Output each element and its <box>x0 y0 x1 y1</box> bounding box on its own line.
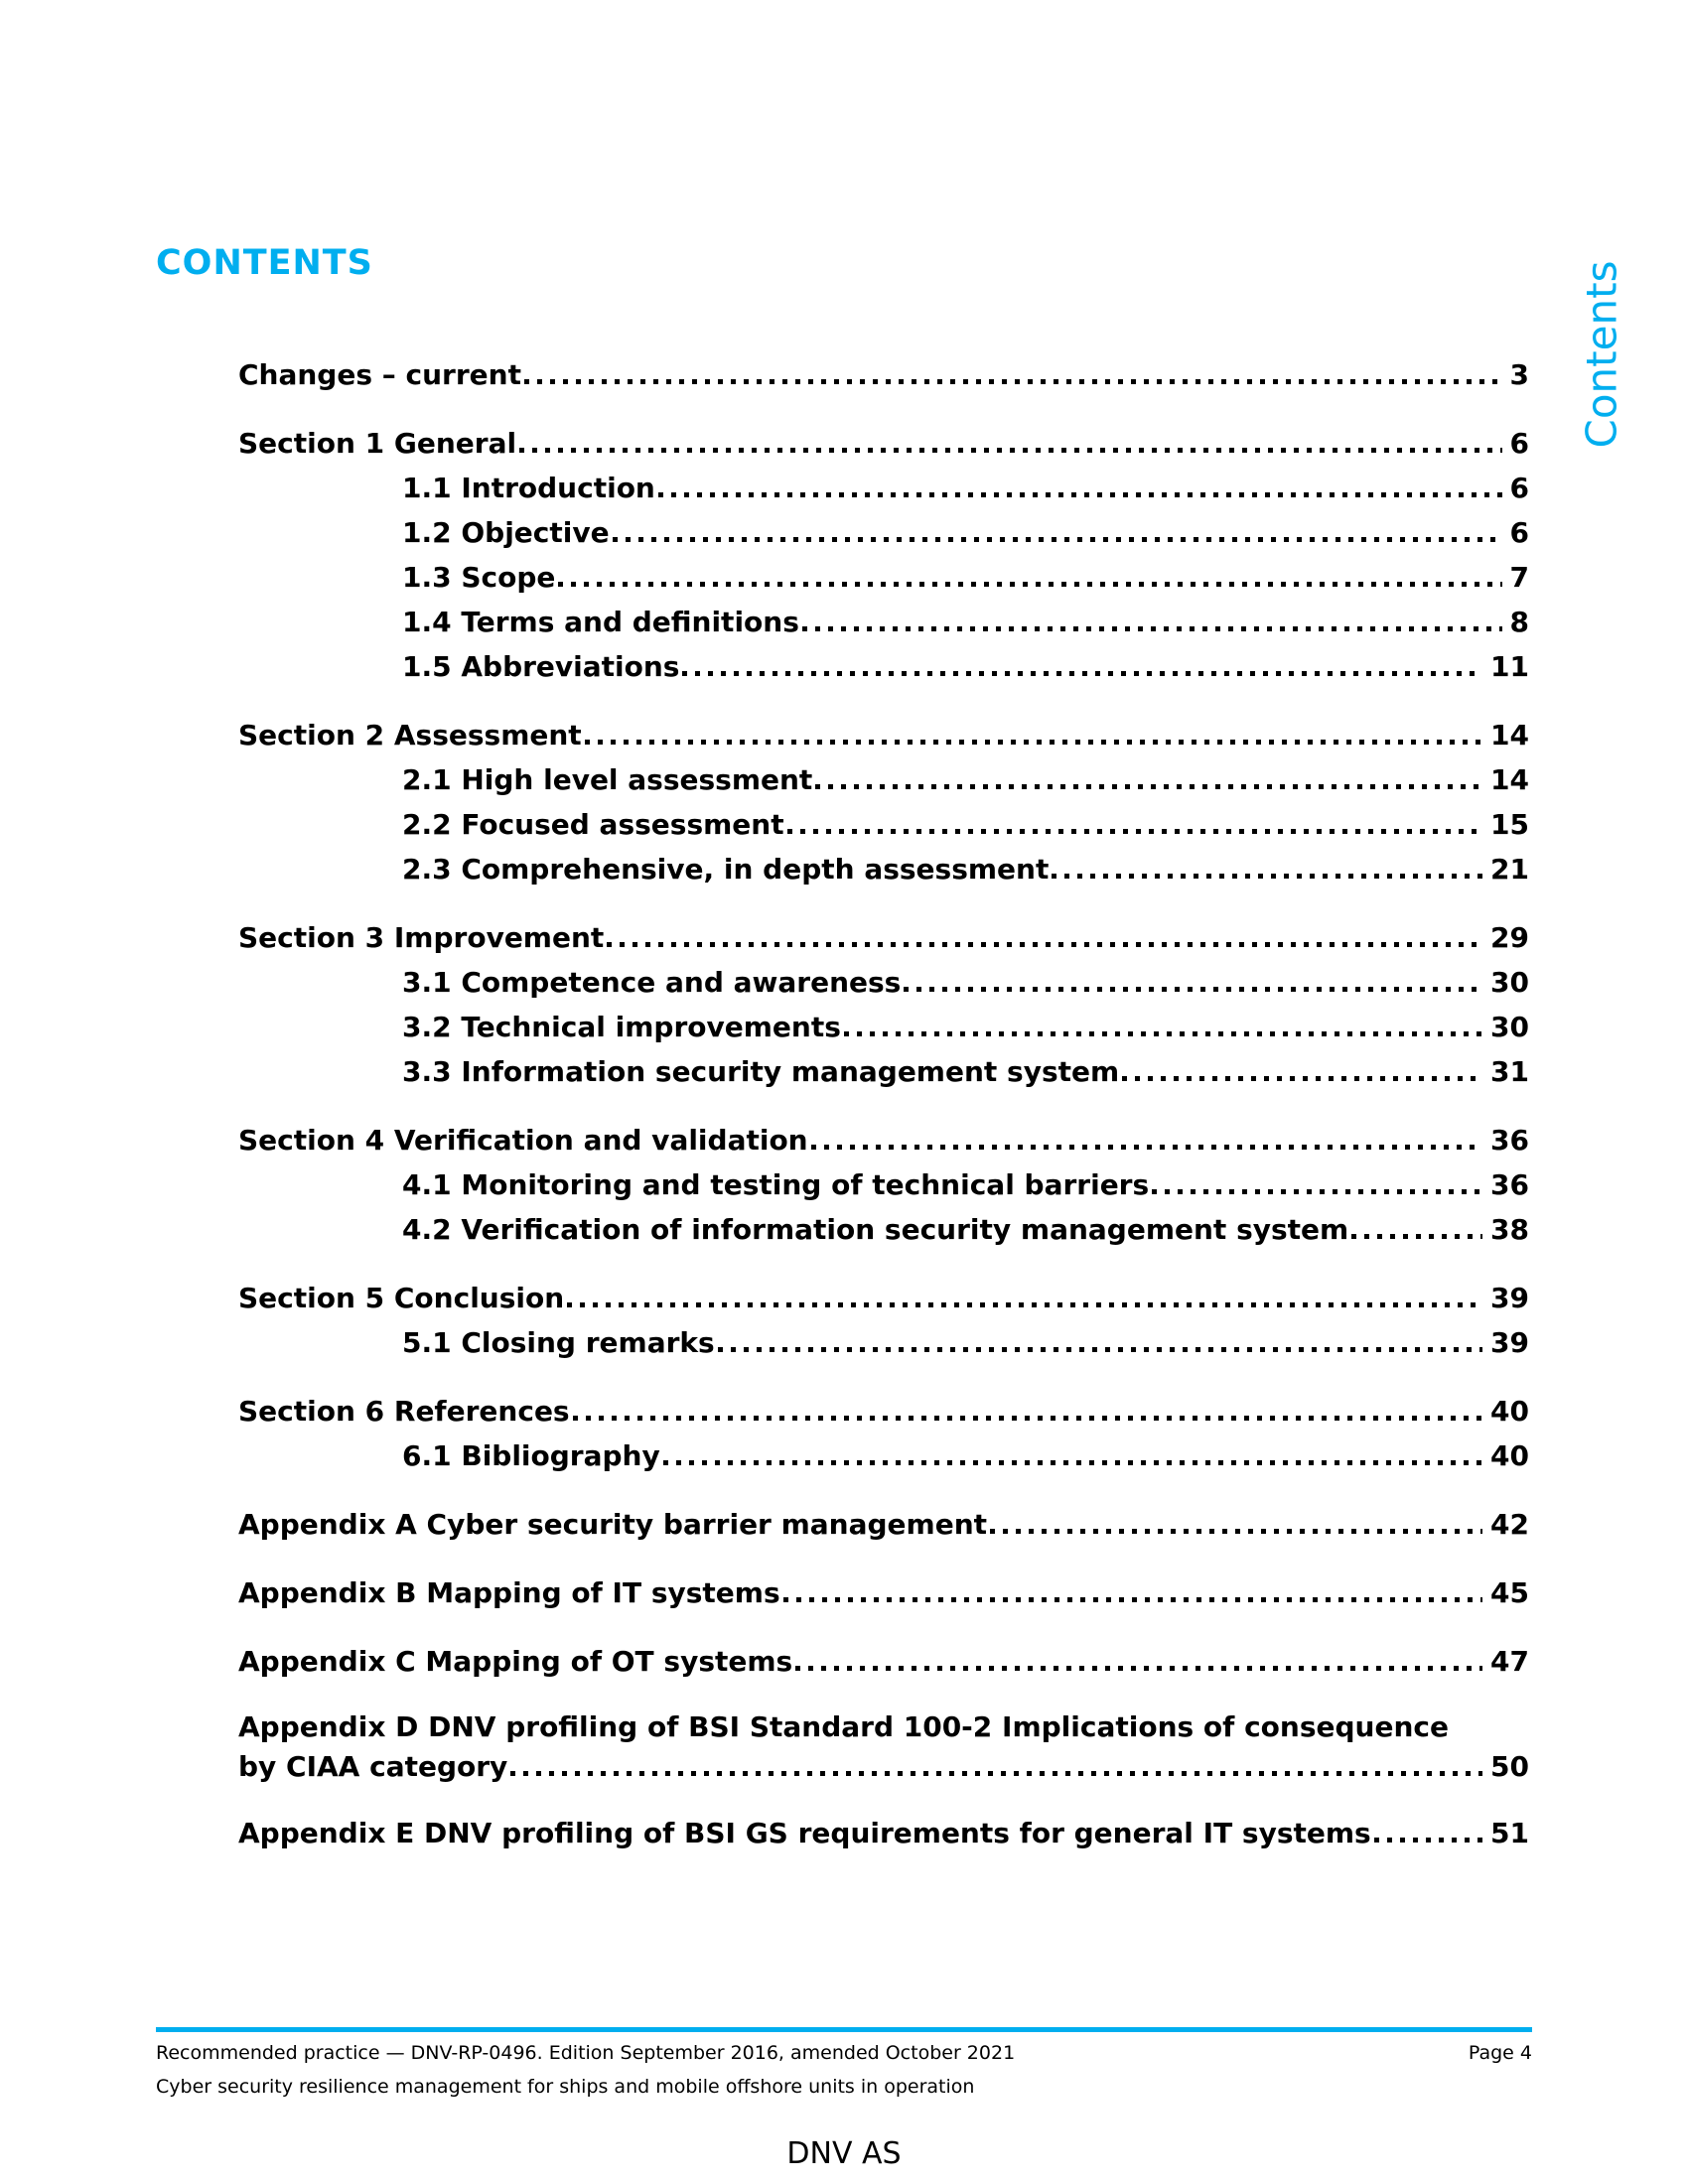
publisher-name: DNV AS <box>786 2136 902 2171</box>
toc-entry-label: Appendix A Cyber security barrier management <box>238 1508 988 1541</box>
toc-leader-dots <box>510 1771 1482 1776</box>
toc-entry-label: 2.2 Focused assessment <box>402 808 784 841</box>
toc-entry[interactable] <box>238 1502 1529 1547</box>
toc-page-number: 30 <box>1490 1011 1529 1043</box>
toc-entry[interactable] <box>238 1118 1529 1162</box>
toc-entry-label: 1.4 Terms and definitions <box>402 606 799 638</box>
toc-entry[interactable] <box>238 1320 1529 1365</box>
toc-leader-dots <box>519 448 1501 453</box>
page-title: CONTENTS <box>156 243 373 283</box>
toc-entry-label: Section 4 Verification and validation <box>238 1124 808 1157</box>
toc-page-number: 36 <box>1490 1168 1529 1201</box>
toc-list <box>238 352 1529 1855</box>
toc-entry-label: 1.2 Objective <box>402 516 610 549</box>
toc-entry-label: 2.1 High level assessment <box>402 763 813 796</box>
footer-rule <box>156 2027 1532 2032</box>
toc-entry-label: Appendix E DNV profiling of BSI GS requirements for general IT systems <box>238 1817 1371 1849</box>
toc-entry[interactable] <box>238 644 1529 689</box>
toc-entry[interactable] <box>238 1005 1529 1049</box>
toc-leader-dots <box>1052 874 1482 879</box>
toc-leader-dots <box>990 1529 1482 1534</box>
toc-leader-dots <box>844 1031 1482 1036</box>
toc-leader-dots <box>682 671 1482 676</box>
toc-entry[interactable] <box>238 600 1529 644</box>
toc-entry-label: 3.3 Information security management system <box>402 1055 1120 1088</box>
toc-entry-label: 6.1 Bibliography <box>402 1439 660 1472</box>
toc-leader-dots <box>607 942 1482 947</box>
toc-page-number: 6 <box>1509 427 1529 460</box>
toc-entry[interactable] <box>238 1570 1529 1615</box>
toc-entry-label: Changes – current <box>238 358 521 391</box>
toc-entry[interactable] <box>238 510 1529 555</box>
toc-entry-label: Appendix D DNV profiling of BSI Standard 100-2 Implications of consequence <box>238 1710 1449 1743</box>
toc-entry[interactable] <box>238 960 1529 1005</box>
toc-page-number: 11 <box>1490 650 1529 683</box>
toc-page-number: 30 <box>1490 966 1529 999</box>
toc-page-number: 8 <box>1509 606 1529 638</box>
toc-page-number: 3 <box>1509 358 1529 391</box>
toc-leader-dots <box>718 1347 1482 1352</box>
toc-page-number: 38 <box>1490 1213 1529 1246</box>
toc-entry[interactable] <box>238 1276 1529 1320</box>
toc-page-number: 50 <box>1490 1750 1529 1783</box>
toc-entry-label: Appendix C Mapping of OT systems <box>238 1645 793 1678</box>
toc-entry[interactable] <box>238 915 1529 960</box>
toc-entry-label: 3.1 Competence and awareness <box>402 966 902 999</box>
toc-page-number: 42 <box>1490 1508 1529 1541</box>
toc-entry-label: 1.1 Introduction <box>402 472 655 504</box>
toc-leader-dots <box>904 987 1482 992</box>
toc-entry[interactable] <box>238 555 1529 600</box>
toc-page-number: 14 <box>1490 763 1529 796</box>
toc-leader-dots <box>524 379 1502 384</box>
toc-leader-dots <box>1374 1838 1482 1843</box>
toc-entry-label: Section 3 Improvement <box>238 921 605 954</box>
toc-page-number: 39 <box>1490 1326 1529 1359</box>
toc-page-number: 36 <box>1490 1124 1529 1157</box>
toc-entry-label: 2.3 Comprehensive, in depth assessment <box>402 853 1050 886</box>
footer-line1 <box>156 2039 1532 2067</box>
toc-entry-label: 4.1 Monitoring and testing of technical barriers <box>402 1168 1150 1201</box>
toc-entry[interactable] <box>238 847 1529 891</box>
toc-leader-dots <box>802 626 1502 631</box>
toc-entry-label: Appendix B Mapping of IT systems <box>238 1576 780 1609</box>
toc-page-number: 47 <box>1490 1645 1529 1678</box>
toc-leader-dots <box>1122 1076 1482 1081</box>
toc-entry[interactable] <box>238 421 1529 466</box>
toc-entry[interactable] <box>238 757 1529 802</box>
toc-page-number: 15 <box>1490 808 1529 841</box>
toc-leader-dots <box>815 784 1482 789</box>
toc-entry-label: 1.3 Scope <box>402 561 556 594</box>
toc-leader-dots <box>573 1416 1482 1421</box>
toc-entry-label: Section 1 General <box>238 427 517 460</box>
toc-page-number: 21 <box>1490 853 1529 886</box>
toc-entry-label: by CIAA category <box>238 1750 508 1783</box>
footer-doc-line: Recommended practice — DNV-RP-0496. Edition September 2016, amended October 2021 <box>156 2042 1016 2064</box>
toc-leader-dots <box>658 492 1502 497</box>
toc-entry-label: Section 6 References <box>238 1395 570 1428</box>
toc-leader-dots <box>787 829 1482 834</box>
toc-leader-dots <box>811 1145 1482 1150</box>
toc-entry[interactable] <box>238 1049 1529 1094</box>
toc-entry-label: 5.1 Closing remarks <box>402 1326 715 1359</box>
toc-entry[interactable] <box>238 802 1529 847</box>
toc-entry[interactable] <box>238 1162 1529 1207</box>
toc-leader-dots <box>567 1302 1482 1307</box>
toc-page-number: 14 <box>1490 719 1529 751</box>
toc-page-number: 45 <box>1490 1576 1529 1609</box>
footer-page-number: Page 4 <box>1468 2042 1532 2064</box>
sidebar-contents-label: Contents <box>1577 260 1626 449</box>
toc-page-number: 31 <box>1490 1055 1529 1088</box>
toc-entry-label: Section 5 Conclusion <box>238 1282 565 1314</box>
toc-entry-line2 <box>238 1747 1529 1787</box>
toc-page-number: 40 <box>1490 1395 1529 1428</box>
toc-entry[interactable] <box>238 713 1529 757</box>
toc-page-number: 40 <box>1490 1439 1529 1472</box>
toc-entry-label: 4.2 Verification of information security management system <box>402 1213 1349 1246</box>
toc-leader-dots <box>1152 1189 1482 1194</box>
toc-entry[interactable] <box>238 1207 1529 1252</box>
toc-leader-dots <box>585 740 1482 745</box>
toc-page-number: 39 <box>1490 1282 1529 1314</box>
toc-leader-dots <box>795 1666 1482 1671</box>
toc-entry[interactable] <box>238 1811 1529 1855</box>
toc-page-number: 6 <box>1509 516 1529 549</box>
toc-leader-dots <box>663 1460 1482 1465</box>
toc-page-number: 29 <box>1490 921 1529 954</box>
toc-page-number: 51 <box>1490 1817 1529 1849</box>
toc-entry[interactable] <box>238 1433 1529 1478</box>
toc-entry[interactable] <box>238 466 1529 510</box>
toc-entry-label: 1.5 Abbreviations <box>402 650 680 683</box>
toc-page-number: 7 <box>1509 561 1529 594</box>
toc-entry-label: 3.2 Technical improvements <box>402 1011 841 1043</box>
toc-entry[interactable] <box>238 1639 1529 1684</box>
toc-leader-dots <box>783 1597 1482 1602</box>
toc-leader-dots <box>558 582 1501 587</box>
toc-page-number: 6 <box>1509 472 1529 504</box>
toc-entry-label: Section 2 Assessment <box>238 719 582 751</box>
toc-entry[interactable] <box>238 1707 1529 1787</box>
toc-entry[interactable] <box>238 1389 1529 1433</box>
toc-leader-dots <box>613 537 1502 542</box>
toc-leader-dots <box>1351 1234 1482 1239</box>
footer-subtitle-line: Cyber security resilience management for ships and mobile offshore units in operation <box>156 2076 975 2098</box>
toc-entry[interactable] <box>238 352 1529 397</box>
